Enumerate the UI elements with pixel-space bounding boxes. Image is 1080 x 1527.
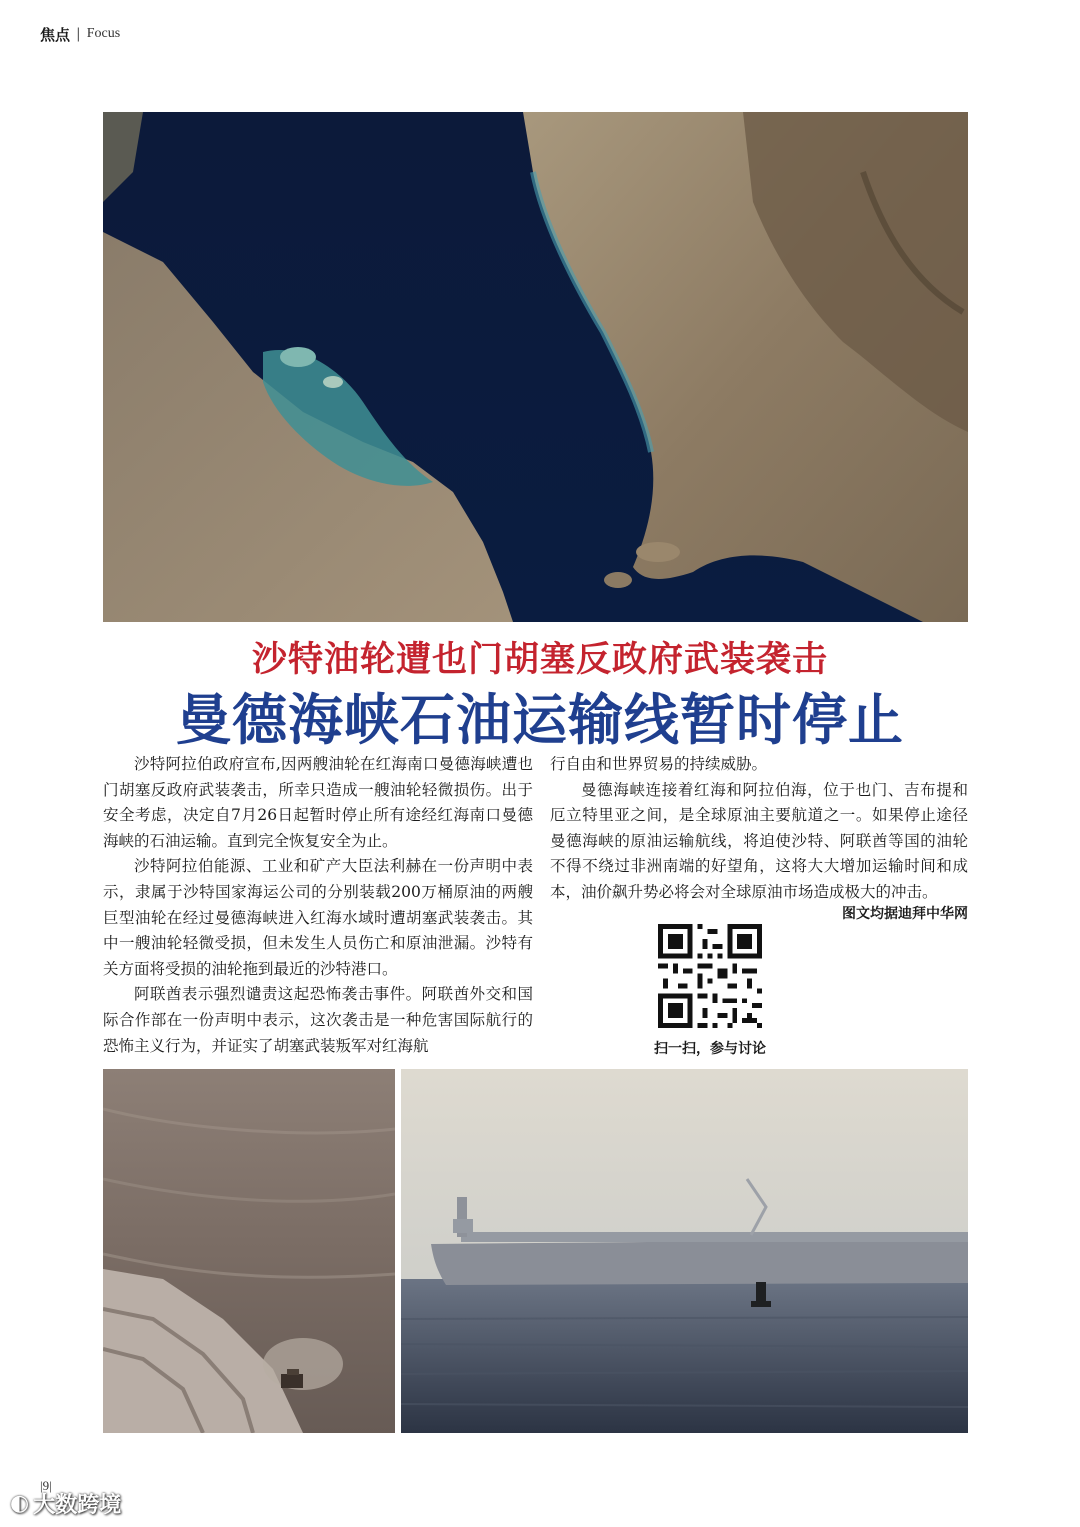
satellite-photo: [103, 112, 968, 622]
oil-tanker-photo: [401, 1069, 968, 1433]
qr-code[interactable]: [658, 924, 762, 1028]
photo-credit: 图文均据迪拜中华网: [842, 905, 968, 922]
watermark-logo-icon: ◐: [10, 1491, 30, 1516]
page-header: [40, 24, 120, 44]
article-paragraph: 曼德海峡连接着红海和阿拉伯海，位于也门、吉布提和厄立特里亚之间，是全球原油主要航道之一。如果停止途径曼德海峡的原油运输航线，将迫使沙特、阿联酋等国的油轮不得不绕过非洲南端的好望角，这将大大增加运输时间和成本，油价飙升势必将会对全球原油市场造成极大的冲击。: [550, 780, 968, 901]
article-column-left: [103, 752, 533, 1059]
qr-block: [640, 924, 780, 1058]
article-paragraph: 阿联酋表示强烈谴责这起恐怖袭击事件。阿联酋外交和国际合作部在一份声明中表示，这次袭击是一种危害国际航行的恐怖主义行为，并证实了胡塞武装叛军对红海航: [103, 985, 533, 1055]
section-subtitle: Focus: [86, 26, 121, 41]
article-paragraph-continuation: 行自由和世界贸易的持续威胁。: [550, 755, 768, 773]
headline-subtitle: 沙特油轮遭也门胡塞反政府武装袭击: [251, 639, 828, 680]
mining-truck-photo: [103, 1069, 395, 1433]
article-column-right: [550, 752, 968, 927]
qr-caption: 扫一扫，参与讨论: [654, 1041, 766, 1057]
watermark-text: 大数跨境: [33, 1493, 122, 1518]
header-separator: |: [76, 26, 81, 42]
article-paragraph: 沙特阿拉伯能源、工业和矿产大臣法利赫在一份声明中表示，隶属于沙特国家海运公司的分别装载200万桶原油的两艘巨型油轮在经过曼德海峡进入红海水域时遭胡塞武装袭击。其中一艘油轮轻微受损，但未发生人员伤亡和原油泄漏。沙特有关方面将受损的油轮拖到最近的沙特港口。: [103, 857, 533, 978]
headline-title: 曼德海峡石油运输线暂时停止: [175, 688, 904, 752]
page-number: |9|: [40, 1478, 52, 1493]
section-label: 焦点: [40, 25, 71, 44]
watermark: [10, 1488, 121, 1519]
article-paragraph: 沙特阿拉伯政府宣布,因两艘油轮在红海南口曼德海峡遭也门胡塞反政府武装袭击，所幸只造成一艘油轮轻微损伤。出于安全考虑，决定自7月26日起暂时停止所有途经红海南口曼德海峡的石油运输。直到完全恢复安全为止。: [103, 755, 533, 850]
